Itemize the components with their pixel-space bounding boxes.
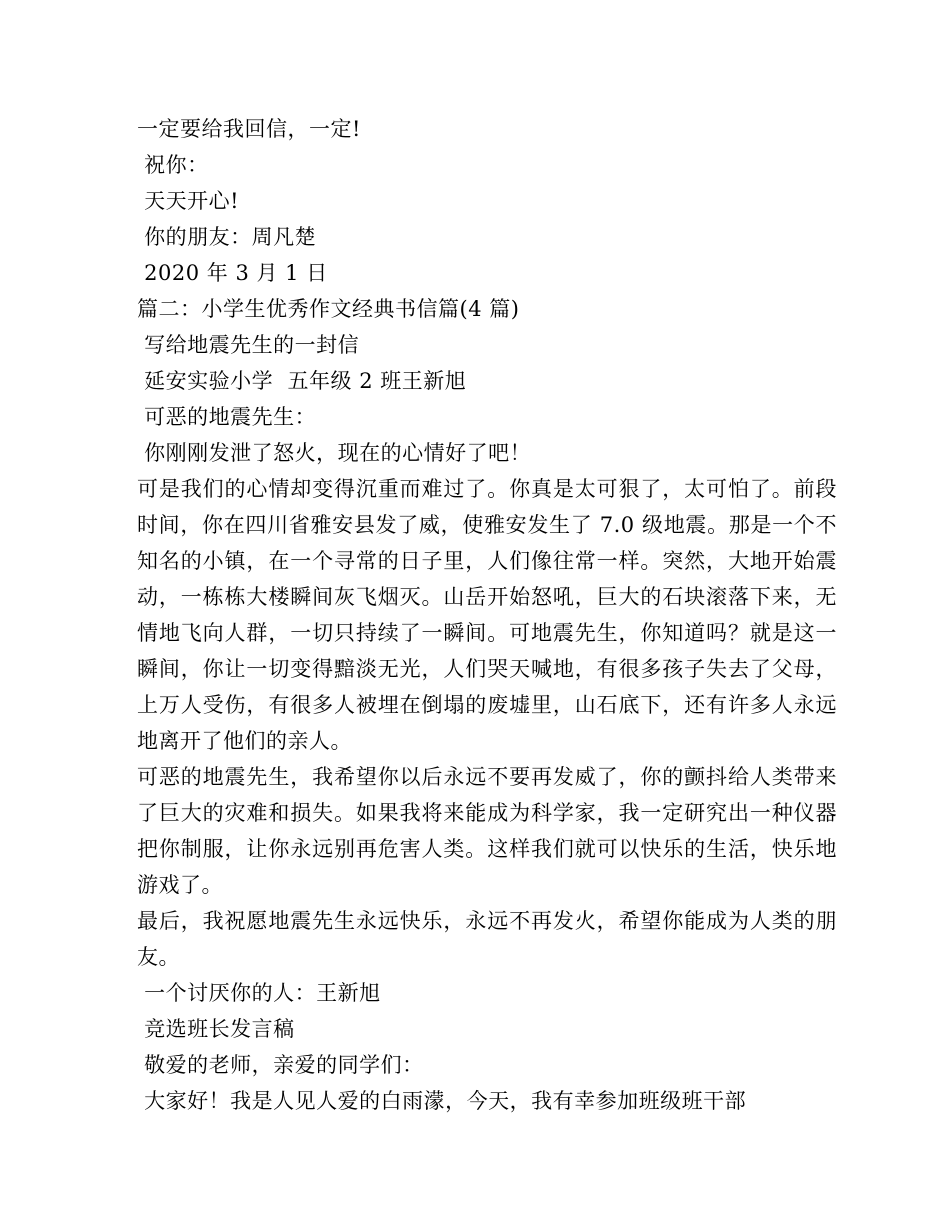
signature-line: 一个讨厌你的人：王新旭 (137, 981, 381, 1005)
speech-title: 竞选班长发言稿 (137, 1017, 295, 1041)
document-page (137, 111, 837, 1119)
letter-date: 2020 年 3 月 1 日 (137, 261, 328, 285)
greeting-wish: 祝你： (137, 153, 209, 177)
body-paragraph-1: 可是我们的心情却变得沉重而难过了。你真是太可狠了，太可怕了。前段时间，你在四川省雅安县发了威，使雅安发生了 7.0 级地震。那是一个不知名的小镇，在一个寻常的日子里，人们像往常一样。突然，大地开始震动，一栋栋大楼瞬间灰飞烟灭。山岳开始怒吼，巨大的石块滚落下来，无情地飞向人群，一切只持续了一瞬间。可地震先生，你知道吗？就是这一瞬间，你让一切变得黯淡无光，人们哭天喊地，有很多孩子失去了父母，上万人受伤，有很多人被埋在倒塌的废墟里，山石底下，还有许多人永远地离开了他们的亲人。 (137, 477, 837, 753)
salutation: 可恶的地震先生： (137, 405, 317, 429)
body-paragraph-3: 最后，我祝愿地震先生永远快乐，永远不再发火，希望你能成为人类的朋友。 (137, 909, 837, 969)
speech-opening: 大家好！我是人见人爱的白雨濛，今天，我有幸参加班级班干部 (137, 1089, 747, 1113)
body-paragraph-2: 可恶的地震先生，我希望你以后永远不要再发威了，你的颤抖给人类带来了巨大的灾难和损失。如果我将来能成为科学家，我一定研究出一种仪器把你制服，让你永远别再危害人类。这样我们就可以快乐的生活，快乐地游戏了。 (137, 765, 837, 897)
section-heading: 篇二：小学生优秀作文经典书信篇(4 篇) (137, 297, 520, 321)
author-line: 延安实验小学 五年级 2 班王新旭 (137, 369, 467, 393)
letter-closing-line: 一定要给我回信，一定! (137, 117, 361, 141)
signature-friend: 你的朋友：周凡楚 (137, 225, 317, 249)
letter-title: 写给地震先生的一封信 (137, 333, 360, 357)
speech-salutation: 敬爱的老师，亲爱的同学们： (137, 1053, 424, 1077)
greeting-content: 天天开心! (137, 189, 240, 213)
opening-line: 你刚刚发泄了怒火，现在的心情好了吧！ (137, 441, 532, 465)
